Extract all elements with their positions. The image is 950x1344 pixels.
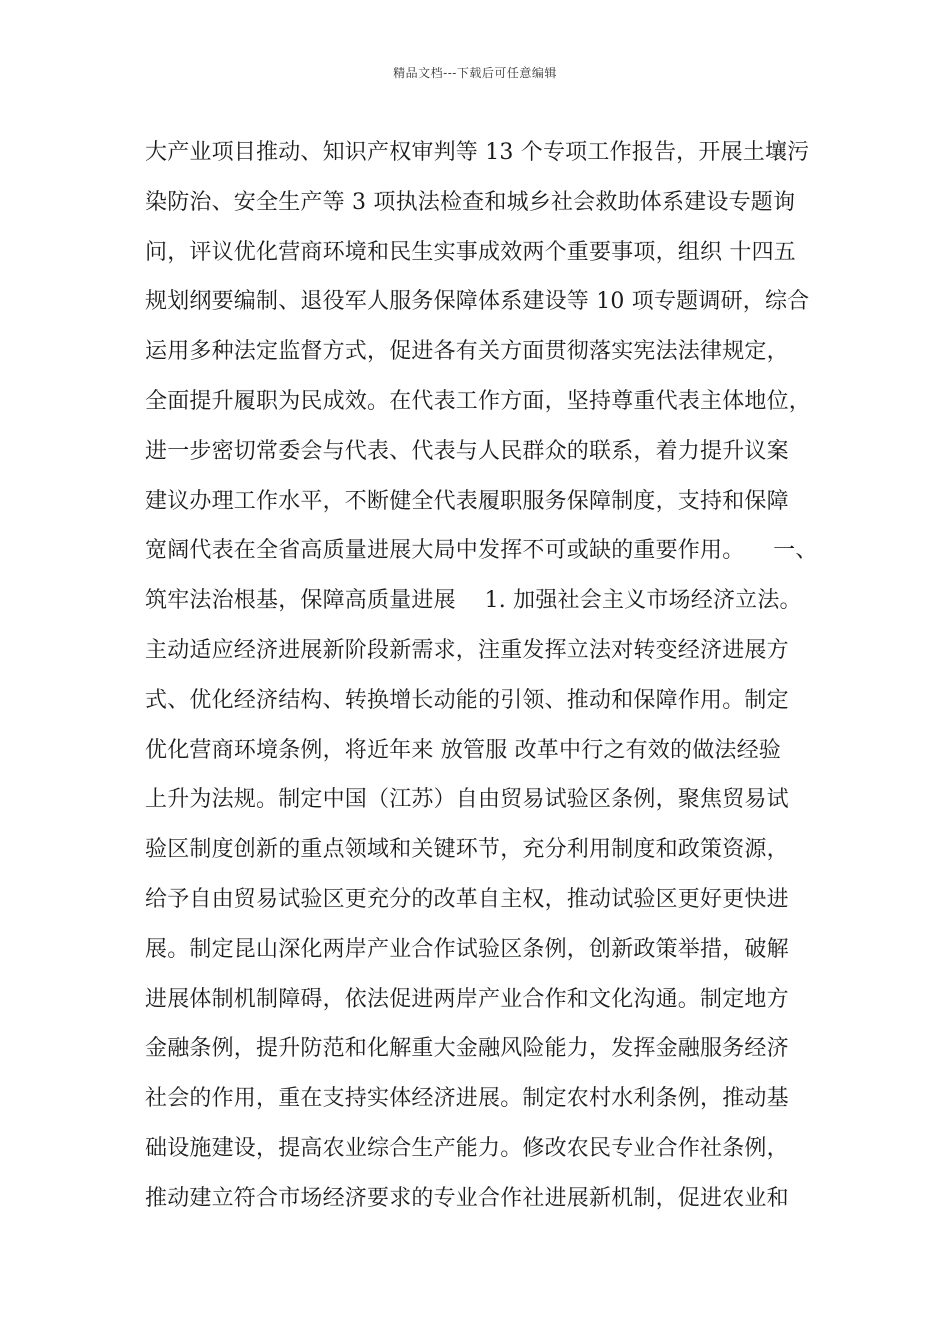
text-line: 进一步密切常委会与代表、代表与人民群众的联系，着力提升议案	[145, 438, 789, 464]
text-line: 上升为法规。制定中国（江苏）自由贸易试验区条例，聚焦贸易试	[145, 787, 789, 813]
text-line: 展。制定昆山深化两岸产业合作试验区条例，创新政策举措，破解	[145, 936, 789, 962]
text-line: 运用多种法定监督方式，促进各有关方面贯彻落实宪法法律规定，	[145, 339, 789, 365]
text-line: 宽阔代表在全省高质量进展大局中发挥不可或缺的重要作用。 一、	[145, 538, 818, 564]
text-line: 筑牢法治根基，保障高质量进展 1. 加强社会主义市场经济立法。	[145, 588, 802, 614]
text-line: 全面提升履职为民成效。在代表工作方面，坚持尊重代表主体地位，	[145, 388, 812, 414]
text-line: 染防治、安全生产等 3 项执法检查和城乡社会救助体系建设专题询	[145, 189, 796, 215]
text-line: 进展体制机制障碍，依法促进两岸产业合作和文化沟通。制定地方	[145, 986, 789, 1012]
text-line: 础设施建设，提高农业综合生产能力。修改农民专业合作社条例，	[145, 1135, 789, 1161]
text-line: 优化营商环境条例，将近年来 放管服 改革中行之有效的做法经验	[145, 737, 781, 763]
text-line: 社会的作用，重在支持实体经济进展。制定农村水利条例，推动基	[145, 1086, 789, 1112]
text-line: 金融条例，提升防范和化解重大金融风险能力，发挥金融服务经济	[145, 1036, 789, 1062]
text-line: 给予自由贸易试验区更充分的改革自主权，推动试验区更好更快进	[145, 886, 789, 912]
body-text	[145, 128, 825, 1224]
text-line: 规划纲要编制、退役军人服务保障体系建设等 10 项专题调研，综合	[145, 289, 810, 315]
page-header: 精品文档---下载后可任意编辑	[393, 66, 557, 80]
text-line: 主动适应经济进展新阶段新需求，注重发挥立法对转变经济进展方	[145, 637, 789, 663]
text-line: 建议办理工作水平，不断健全代表履职服务保障制度，支持和保障	[145, 488, 789, 514]
text-line: 推动建立符合市场经济要求的专业合作社进展新机制，促进农业和	[145, 1185, 789, 1211]
text-line: 验区制度创新的重点领域和关键环节，充分利用制度和政策资源，	[145, 837, 789, 863]
text-line: 问，评议优化营商环境和民生实事成效两个重要事项，组织 十四五	[145, 239, 796, 265]
text-line: 式、优化经济结构、转换增长动能的引领、推动和保障作用。制定	[145, 687, 789, 713]
text-line: 大产业项目推动、知识产权审判等 13 个专项工作报告，开展土壤污	[145, 140, 810, 165]
